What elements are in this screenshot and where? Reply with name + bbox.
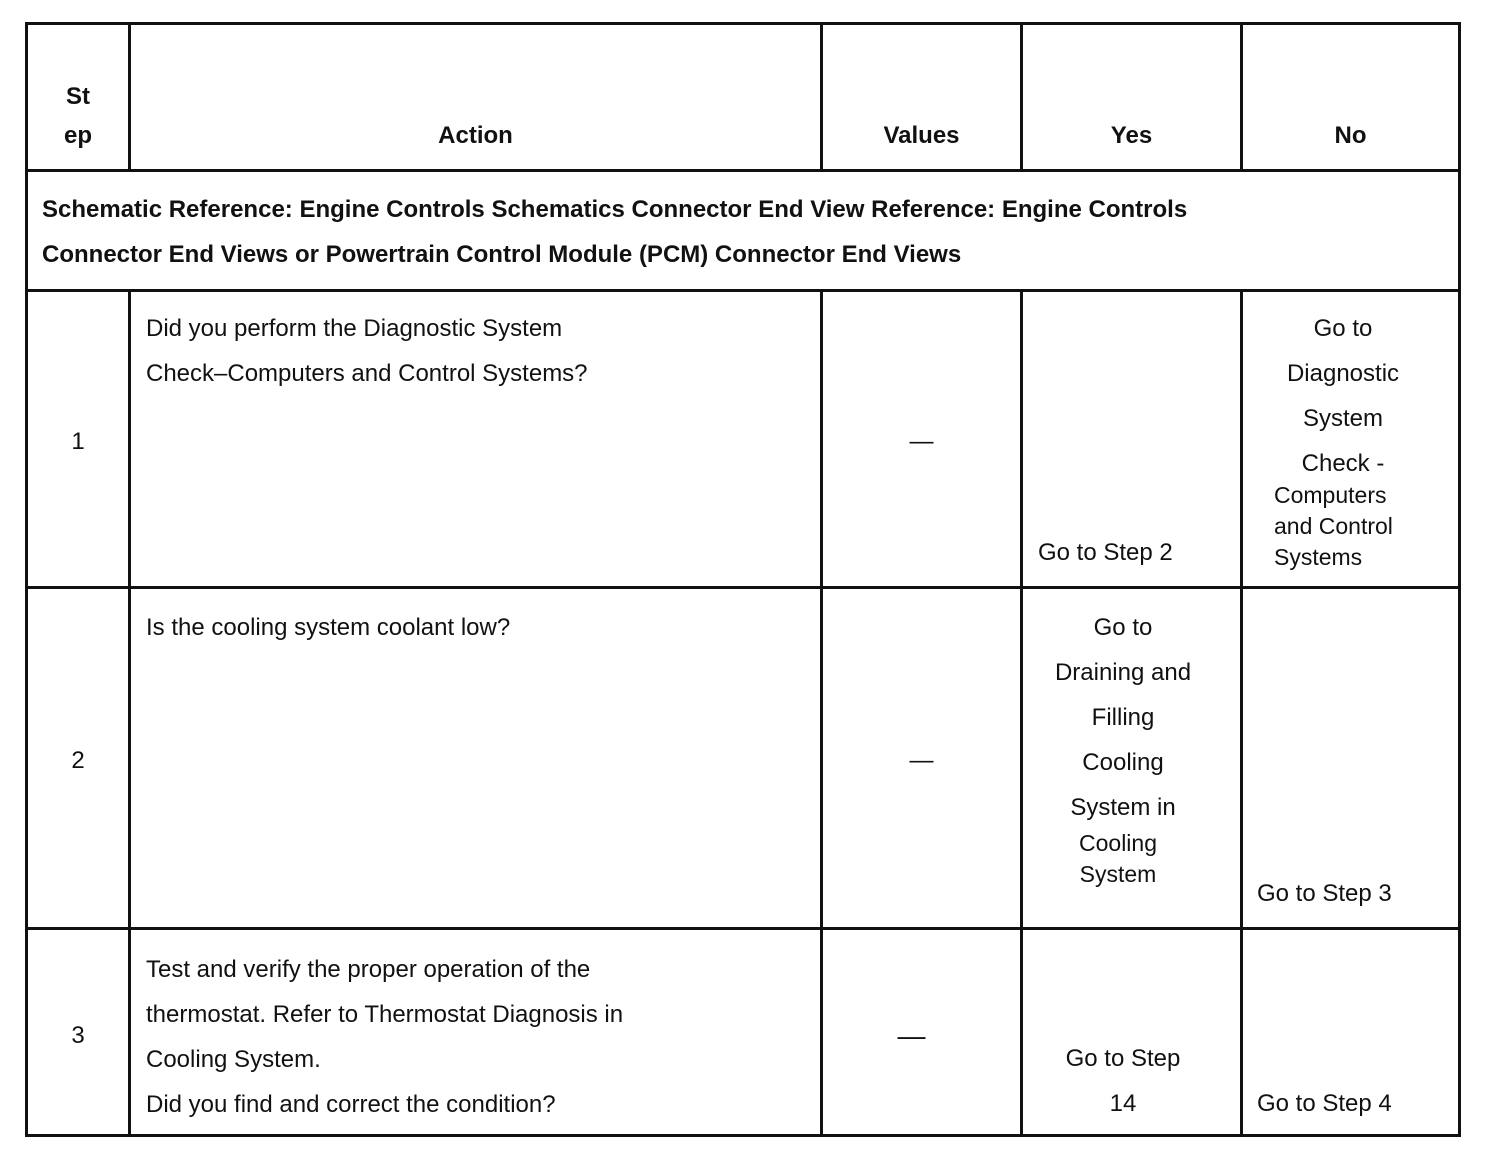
step-number: 3 — [71, 1022, 85, 1049]
yes-action: Go to Step 2 — [1038, 539, 1173, 566]
schematic-reference: Schematic Reference: Engine Controls Schematics Connector End View Reference: Engine Controls Connector End Views or Powertrain Control Module (PCM) Connector End Views — [42, 196, 1188, 268]
values-text: — — [909, 747, 934, 774]
yes-action: Go to Step 14 — [1065, 1045, 1181, 1117]
yes-action: Go to Draining and Filling Cooling System in — [1054, 614, 1192, 821]
values-text: — — [909, 428, 934, 455]
divider — [820, 289, 823, 1137]
step-number: 1 — [71, 428, 85, 455]
values-text: — — [897, 1020, 926, 1051]
header-no: No — [1334, 122, 1367, 149]
action-text: Did you perform the Diagnostic System Check–Computers and Control Systems? — [146, 315, 588, 387]
header-yes: Yes — [1110, 122, 1153, 149]
no-action: Go to Step 3 — [1257, 880, 1392, 907]
action-text: Is the cooling system coolant low? — [146, 614, 511, 641]
diagnostic-table — [25, 22, 1461, 1137]
no-action: Go to Step 4 — [1257, 1090, 1392, 1117]
yes-action-cont: Cooling System — [1079, 830, 1157, 887]
divider — [28, 927, 1458, 930]
divider — [128, 289, 131, 1137]
header-values: Values — [883, 122, 960, 149]
header-action: Action — [438, 122, 513, 149]
header-step: St ep — [63, 83, 92, 149]
divider — [28, 586, 1458, 589]
divider — [28, 169, 1458, 172]
action-text: Test and verify the proper operation of the thermostat. Refer to Thermostat Diagnosis in Cooling System. Did you find and correct the condition? — [146, 956, 624, 1118]
divider — [28, 289, 1458, 292]
no-action: Go to Diagnostic System Check - — [1286, 315, 1400, 477]
step-number: 2 — [71, 747, 85, 774]
no-action-cont: Computers and Control Systems — [1274, 482, 1393, 570]
